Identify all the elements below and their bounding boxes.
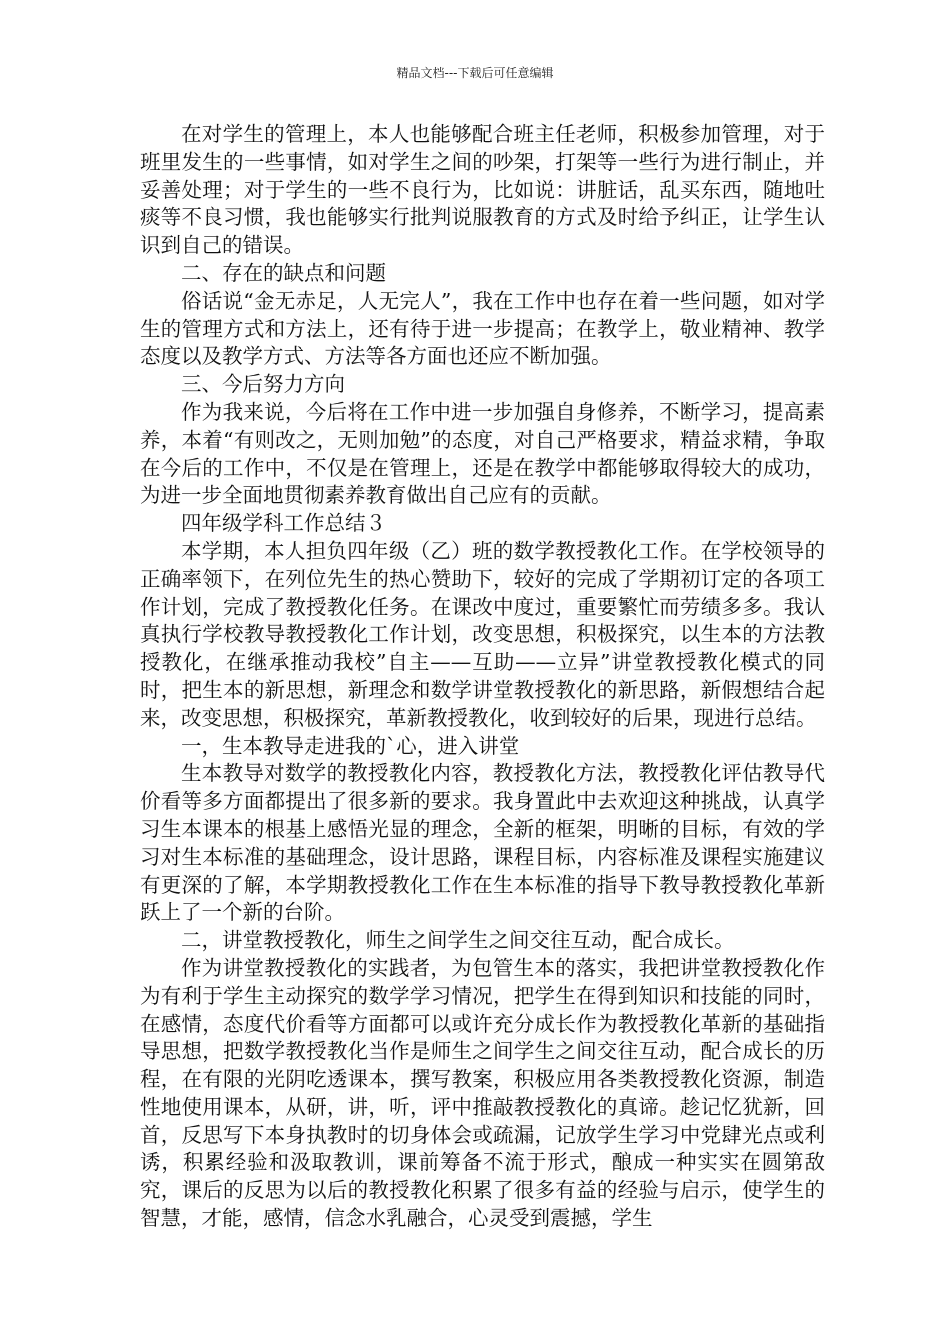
document-subtitle: 四年级学科工作总结３ — [181, 511, 386, 536]
paragraph-future-direction: 作为我来说，今后将在工作中进一步加强自身修养，不断学习，提高素养，本着“有则改之，无则加勉”的态度，对自己严格要求，精益求精，争取在今后的工作中，不仅是在管理上，还是在教学中都能够取得较大的成功，为进一步全面地贯彻素养教育做出自己应有的贡献。 — [140, 399, 825, 508]
paragraph-semester-summary: 本学期，本人担负四年级（乙）班的数学教授教化工作。在学校领导的正确率领下，在列位先生的热心赞助下，较好的完成了学期初订定的各项工作计划，完成了教授教化任务。在课改中度过，重要繁忙而劳绩多多。我认真执行学校教导教授教化工作计划，改变思想，积极探究，以生本的方法教授教化，在继承推动我校”自主——互助——立异”讲堂教授教化模式的同时，把生本的新思想，新理念和数学讲堂教授教化的新思路，新假想结合起来，改变思想，积极探究，革新教授教化，收到较好的后果，现进行总结。 — [140, 538, 825, 730]
section-heading-shortcomings: 二、存在的缺点和问题 — [181, 260, 386, 285]
section-heading-future-direction: 三、今后努力方向 — [181, 372, 345, 397]
section-heading-student-centered: 一，生本教导走进我的`心，进入讲堂 — [181, 733, 520, 758]
paragraph-student-centered: 生本教导对数学的教授教化内容，教授教化方法，教授教化评估教导代价看等多方面都提出了很多新的要求。我身置此中去欢迎这种挑战，认真学习生本课本的根基上感悟光显的理念，全新的框架，明晰的目标，有效的学习对生本标准的基础理念，设计思路，课程目标，内容标准及课程实施建议有更深的了解，本学期教授教化工作在生本标准的指导下教导教授教化革新跃上了一个新的台阶。 — [140, 761, 825, 925]
page-header: 精品文档---下载后可任意编辑 — [396, 66, 554, 80]
section-heading-classroom-interaction: 二，讲堂教授教化，师生之间学生之间交往互动，配合成长。 — [181, 928, 735, 953]
document-body — [140, 121, 825, 1233]
paragraph-classroom-interaction: 作为讲堂教授教化的实践者，为包管生本的落实，我把讲堂教授教化作为有利于学生主动探究的数学学习情况，把学生在得到知识和技能的同时，在感情，态度代价看等方面都可以或许充分成长作为教授教化革新的基础指导思想，把数学教授教化当作是师生之间学生之间交往互动，配合成长的历程，在有限的光阴吃透课本，撰写教案，积极应用各类教授教化资源，制造性地使用课本，从研，讲，听，评中推敲教授教化的真谛。趁记忆犹新，回首，反思写下本身执教时的切身体会或疏漏，记放学生学习中党肆光点或利诱，积累经验和汲取教训，课前筹备不流于形式，酿成一种实实在圆第敌究，课后的反思为以后的教授教化积累了很多有益的经验与启示，使学生的智慧，才能，感情，信念水乳融合，心灵受到震撼，学生 — [140, 955, 825, 1231]
paragraph-student-management: 在对学生的管理上，本人也能够配合班主任老师，积极参加管理，对于班里发生的一些事情，如对学生之间的吵架，打架等一些行为进行制止，并妥善处理；对于学生的一些不良行为，比如说：讲脏话，乱买东西，随地吐痰等不良习惯，我也能够实行批判说服教育的方式及时给予纠正，让学生认识到自己的错误。 — [140, 122, 825, 258]
paragraph-shortcomings: 俗话说“金无赤足，人无完人”，我在工作中也存在着一些问题，如对学生的管理方式和方法上，还有待于进一步提高；在教学上，敬业精神、教学态度以及教学方式、方法等各方面也还应不断加强。 — [140, 288, 825, 369]
